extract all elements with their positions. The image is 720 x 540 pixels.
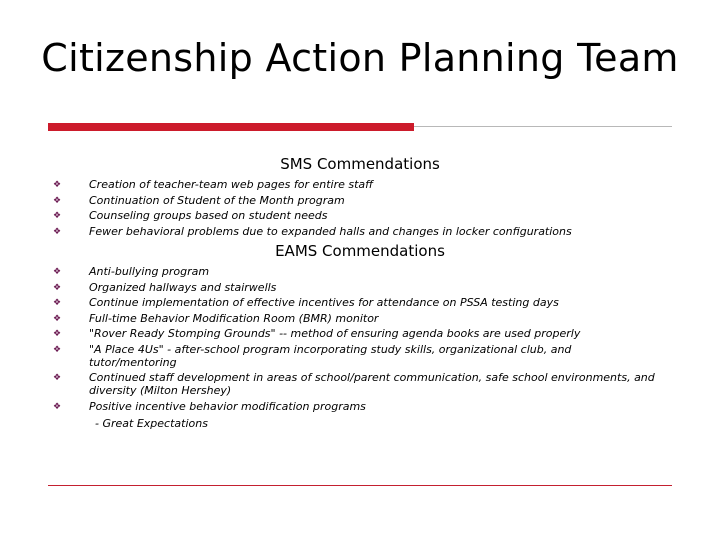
diamond-bullet-icon: ❖: [53, 226, 62, 237]
title-underline-red-bar: [48, 123, 414, 131]
diamond-bullet-icon: ❖: [53, 195, 62, 206]
list-item: ❖ Continued staff development in areas of school/parent communication, safe school environments, and diversity (Milton Hershey): [53, 371, 655, 397]
slide-title: Citizenship Action Planning Team: [41, 36, 679, 80]
list-item: ❖ Full-time Behavior Modification Room (BMR) monitor: [53, 311, 379, 325]
list-item: ❖ "Rover Ready Stomping Grounds" -- method of ensuring agenda books are used properly: [53, 327, 581, 340]
list-item: ❖ Organized hallways and stairwells: [53, 280, 277, 294]
footer-rule: [48, 485, 672, 486]
list-item: ❖ Continuation of Student of the Month program: [53, 193, 345, 207]
diamond-bullet-icon: ❖: [53, 329, 62, 339]
list-item: ❖ Anti-bullying program: [53, 265, 210, 278]
diamond-bullet-icon: ❖: [53, 282, 62, 293]
diamond-bullet-icon: ❖: [53, 211, 62, 221]
list-item: ❖ Continue implementation of effective incentives for attendance on PSSA testing days: [53, 296, 559, 309]
diamond-bullet-icon: ❖: [53, 313, 62, 324]
list-item: ❖ Fewer behavioral problems due to expanded halls and changes in locker configurations: [53, 224, 572, 238]
list-item: ❖ Counseling groups based on student needs: [53, 209, 328, 222]
great-expectations-note: - Great Expectations: [95, 417, 208, 430]
diamond-bullet-icon: ❖: [53, 373, 62, 383]
list-item: ❖ "A Place 4Us" - after-school program incorporating study skills, organizational club, and tutor/mentoring: [53, 342, 572, 369]
list-item: ❖ Creation of teacher-team web pages for entire staff: [53, 178, 374, 191]
diamond-bullet-icon: ❖: [53, 180, 62, 190]
diamond-bullet-icon: ❖: [53, 401, 62, 412]
sms-commendations-list: [50, 178, 662, 240]
title-underline: [48, 122, 672, 132]
diamond-bullet-icon: ❖: [53, 298, 62, 308]
list-item: ❖ Positive incentive behavior modification programs: [53, 399, 366, 413]
diamond-bullet-icon: ❖: [53, 267, 62, 277]
diamond-bullet-icon: ❖: [53, 344, 62, 355]
sms-commendations-heading: SMS Commendations: [280, 155, 440, 173]
eams-commendations-list: [50, 265, 662, 415]
eams-commendations-heading: EAMS Commendations: [275, 242, 445, 260]
